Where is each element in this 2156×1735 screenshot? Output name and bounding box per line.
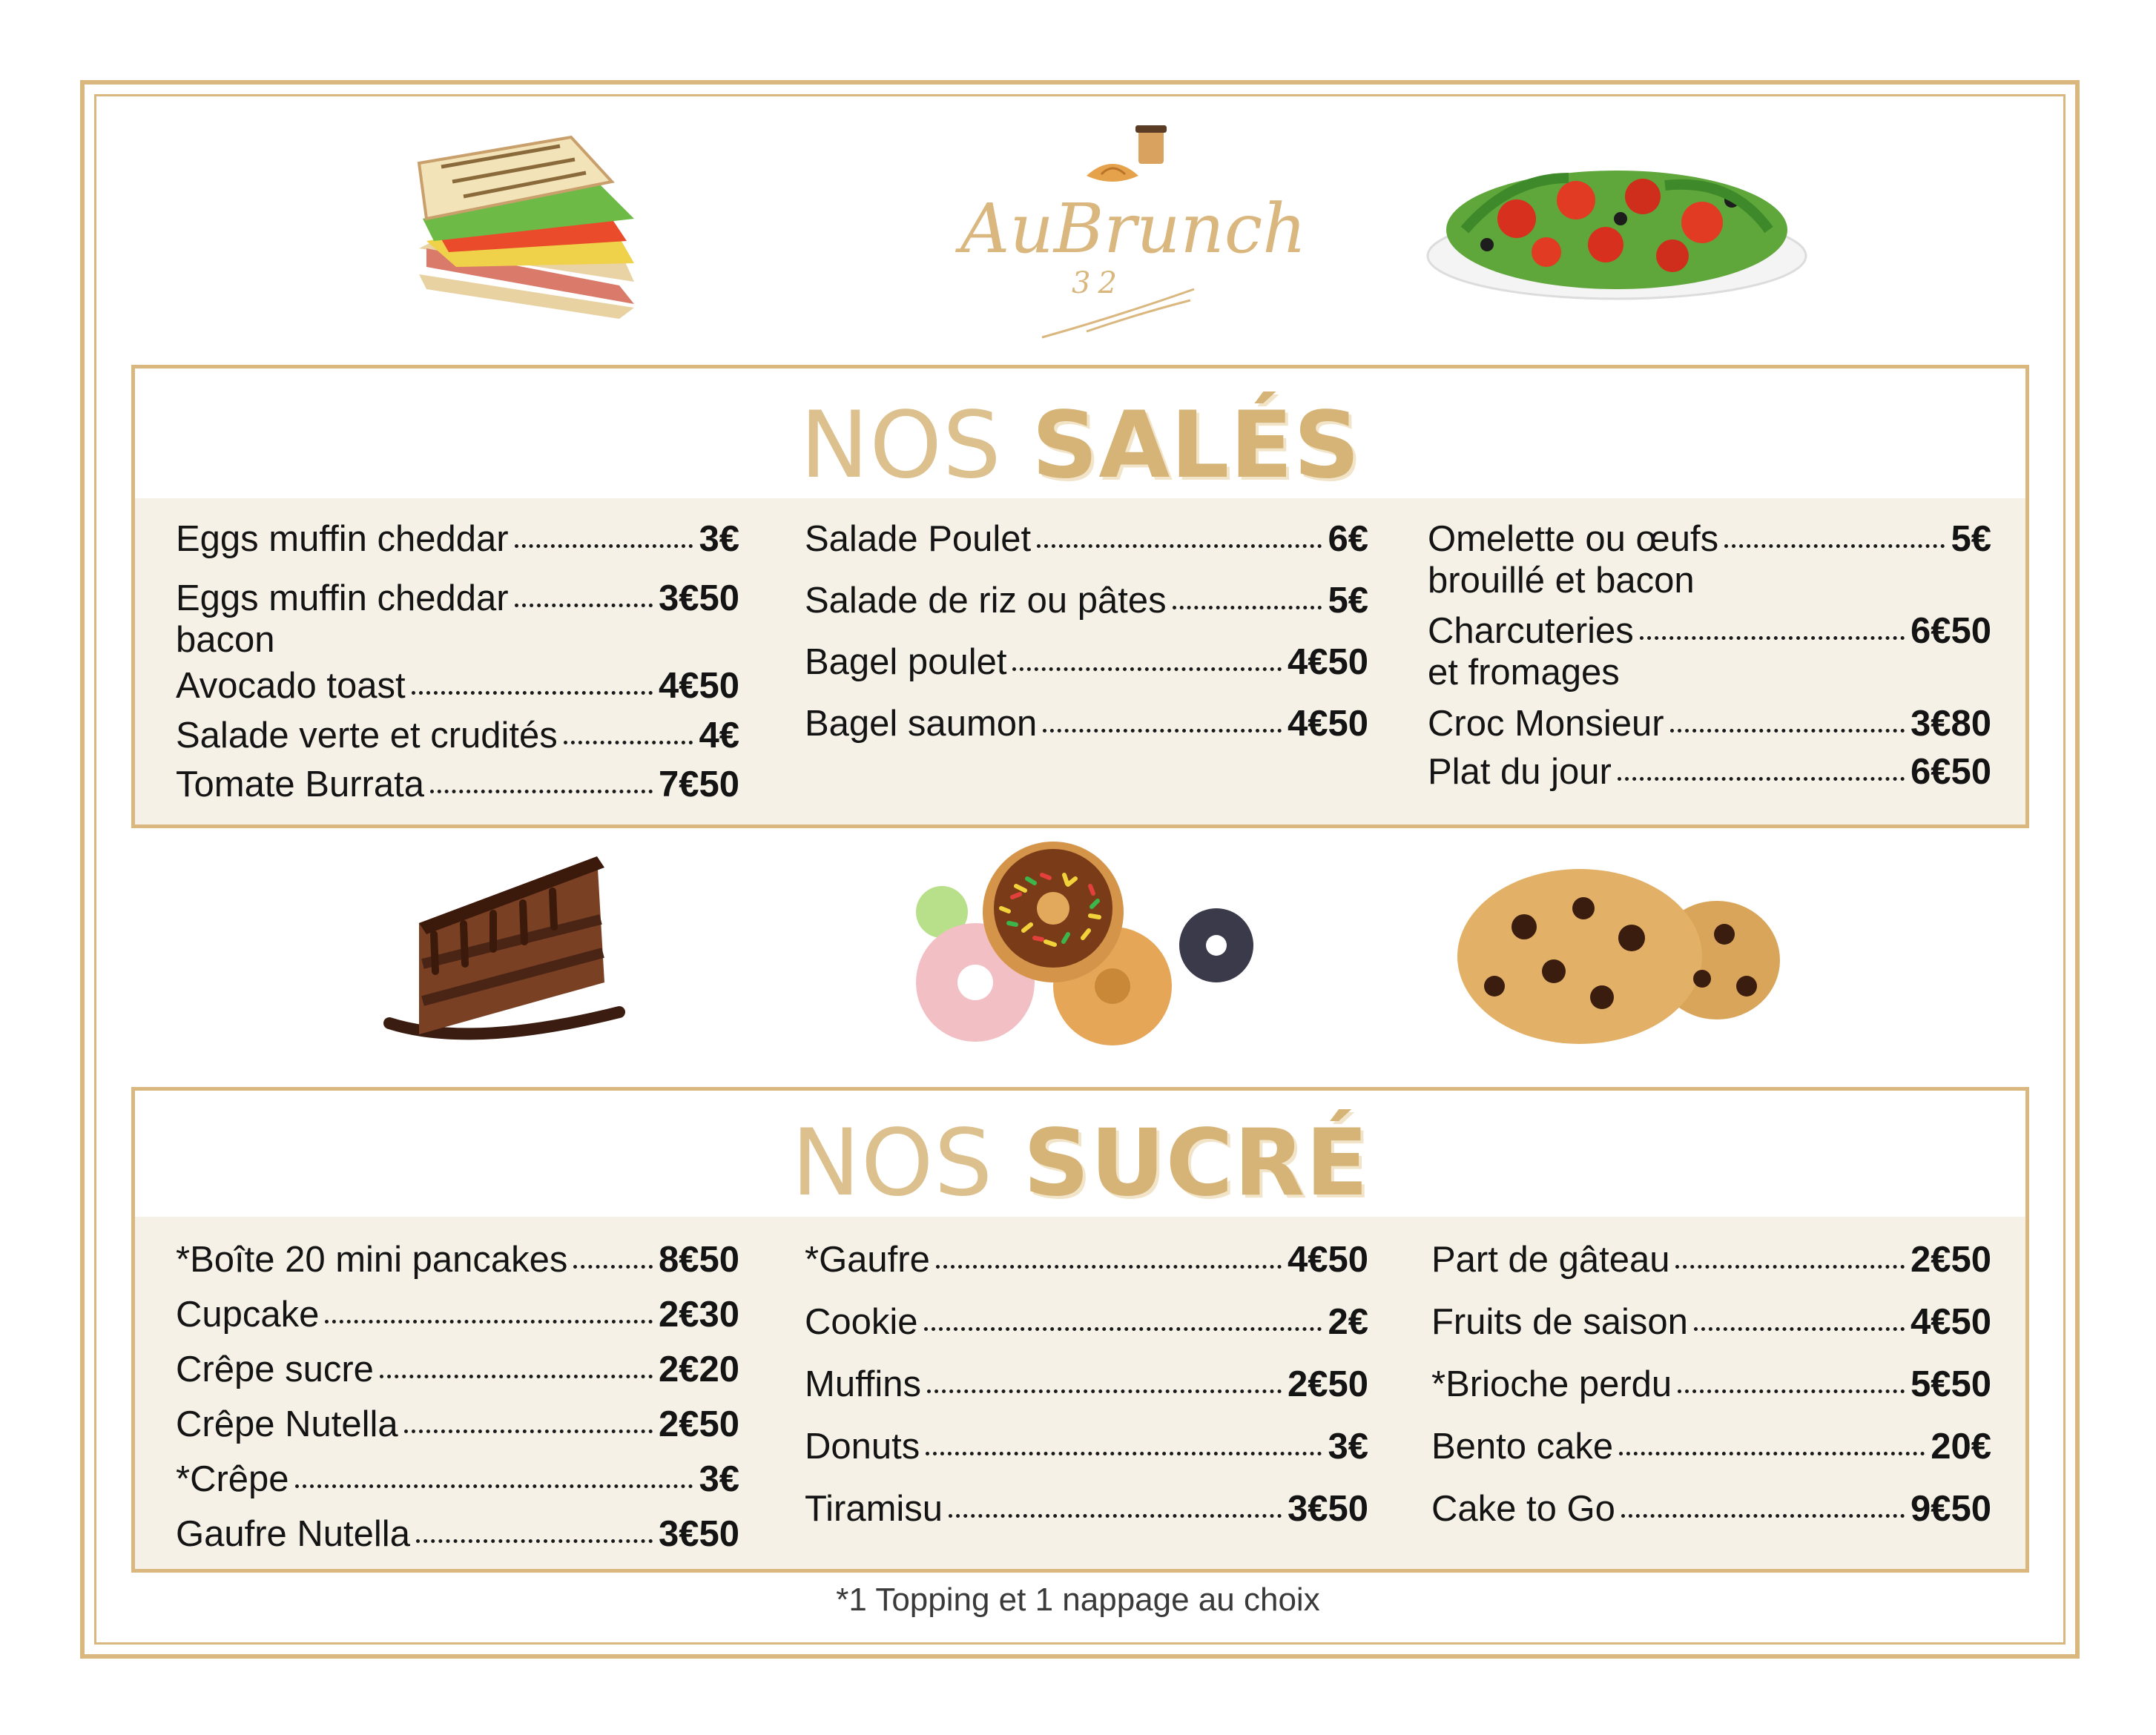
- sweet-section: [131, 1087, 2029, 1573]
- menu-item: Fruits de saison 4€50: [1431, 1302, 1991, 1342]
- menu-item: Crêpe Nutella 2€50: [176, 1404, 739, 1444]
- cookies-image: [1457, 868, 1784, 1049]
- menu-item: Tomate Burrata 7€50: [176, 764, 739, 804]
- menu-item: *Gaufre 4€50: [805, 1240, 1368, 1280]
- menu-item: *Brioche perdu 5€50: [1431, 1364, 1991, 1404]
- menu-item: Salade de riz ou pâtes 5€: [805, 581, 1368, 621]
- sweet-title-bold: SUCRÉ: [1023, 1110, 1369, 1217]
- aubrunch-logo: [953, 122, 1307, 345]
- menu-item: Bagel saumon 4€50: [805, 704, 1368, 744]
- menu-item: Eggs muffin cheddar 3€50 bacon: [176, 578, 739, 660]
- sales-column-1: [176, 369, 739, 824]
- menu-item: Bento cake 20€: [1431, 1427, 1991, 1467]
- sandwich-image: [412, 137, 645, 319]
- sales-column-3: [1428, 369, 1991, 824]
- menu-item: Part de gâteau 2€50: [1431, 1240, 1991, 1280]
- menu-item: Croc Monsieur 3€80: [1428, 704, 1991, 744]
- sales-column-2: [805, 369, 1368, 824]
- menu-item: Gaufre Nutella 3€50: [176, 1514, 739, 1554]
- menu-item: *Crêpe 3€: [176, 1459, 739, 1499]
- sweet-column-1: [176, 1091, 739, 1569]
- sales-title-bold: SALÉS: [1032, 392, 1361, 499]
- menu-item: *Boîte 20 mini pancakes 8€50: [176, 1240, 739, 1280]
- menu-item: Cupcake 2€30: [176, 1295, 739, 1335]
- menu-item: Omelette ou œufs 5€ brouillé et bacon: [1428, 519, 1991, 601]
- menu-item: Eggs muffin cheddar 3€: [176, 519, 739, 559]
- footnote: *1 Topping et 1 nappage au choix: [836, 1582, 1320, 1618]
- menu-item: Bagel poulet 4€50: [805, 642, 1368, 682]
- menu-item: Tiramisu 3€50: [805, 1489, 1368, 1529]
- menu-item: Cake to Go 9€50: [1431, 1489, 1991, 1529]
- menu-item: Cookie 2€: [805, 1302, 1368, 1342]
- menu-item: Crêpe sucre 2€20: [176, 1349, 739, 1389]
- sweet-title-light: NOS: [791, 1110, 994, 1217]
- chocolate-cake-image: [382, 853, 638, 1057]
- svg-text:AuBrunch: AuBrunch: [960, 189, 1307, 268]
- donuts-image: [905, 864, 1253, 1045]
- sales-title-light: NOS: [800, 392, 1002, 499]
- sweet-column-2: [805, 1091, 1368, 1569]
- menu-item: Donuts 3€: [805, 1427, 1368, 1467]
- sales-section: [131, 365, 2029, 828]
- svg-text:32: 32: [1072, 266, 1124, 300]
- sweet-column-3: [1431, 1091, 1991, 1569]
- salad-image: [1420, 148, 1813, 308]
- menu-item: Salade verte et crudités 4€: [176, 716, 739, 756]
- menu-item: Charcuteries 6€50 et fromages: [1428, 611, 1991, 693]
- menu-item: Plat du jour 6€50: [1428, 752, 1991, 792]
- menu-item: Avocado toast 4€50: [176, 666, 739, 706]
- menu-item: Salade Poulet 6€: [805, 519, 1368, 559]
- menu-item: Muffins 2€50: [805, 1364, 1368, 1404]
